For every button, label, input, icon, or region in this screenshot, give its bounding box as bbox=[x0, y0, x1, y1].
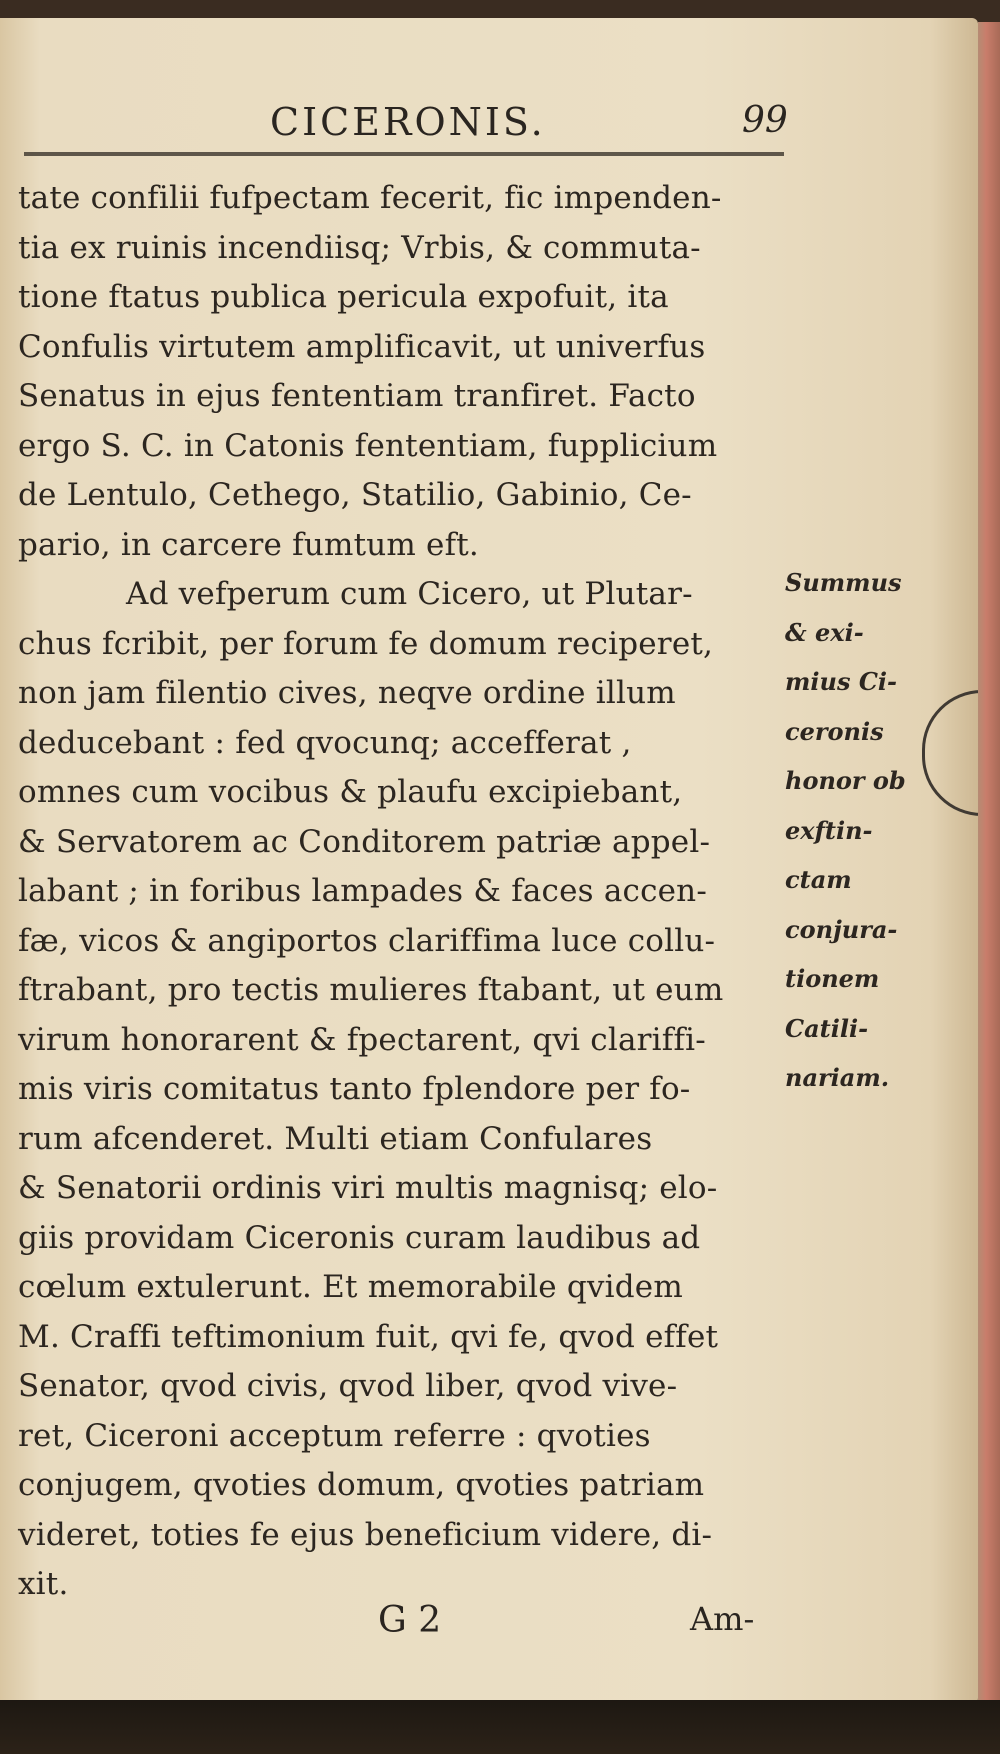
marginal-note bbox=[785, 558, 935, 1103]
text-line: labant ; in foribus lampades & faces accen- bbox=[18, 873, 708, 909]
text-line: mis viris comitatus tanto fplendore per fo- bbox=[18, 1071, 691, 1107]
text-line: tione ftatus publica pericula expofuit, ita bbox=[18, 279, 669, 315]
text-line: omnes cum vocibus & plaufu excipiebant, bbox=[18, 774, 683, 810]
text-line: Senator, qvod civis, qvod liber, qvod vive- bbox=[18, 1368, 678, 1404]
signature-mark: G 2 bbox=[378, 1600, 442, 1641]
marginal-note-line: ceronis bbox=[785, 716, 884, 746]
running-head: CICERONIS. bbox=[270, 100, 546, 144]
header-rule bbox=[24, 152, 784, 156]
marginal-note-line: mius Ci- bbox=[785, 667, 898, 696]
text-line: chus fcribit, per forum fe domum reciperet, bbox=[18, 625, 714, 662]
marginal-note-line: Catili- bbox=[785, 1013, 869, 1043]
page-edge bbox=[978, 22, 1000, 1702]
text-line: Ad vefperum cum Cicero, ut Plutar- bbox=[126, 576, 693, 612]
text-line: rum afcenderet. Multi etiam Confulares bbox=[18, 1120, 653, 1157]
text-line: fæ, vicos & angiportos clariffima luce collu- bbox=[18, 922, 716, 959]
text-line: tate confilii fufpectam fecerit, fic impenden- bbox=[18, 180, 722, 216]
body-text bbox=[18, 174, 793, 1610]
text-line: & Senatorii ordinis viri multis magnisq; elo- bbox=[18, 1170, 718, 1206]
page-number: 99 bbox=[742, 100, 788, 141]
marginal-note-line: conjura- bbox=[785, 914, 898, 944]
text-line: Senatus in ejus fententiam tranfiret. Facto bbox=[18, 378, 696, 414]
text-line: tia ex ruinis incendiisq; Vrbis, & commuta- bbox=[18, 229, 701, 266]
marginal-note-line: ctam bbox=[785, 865, 852, 894]
text-line: videret, toties fe ejus beneficium videre, di- bbox=[18, 1516, 713, 1553]
text-line: giis providam Ciceronis curam laudibus ad bbox=[18, 1219, 701, 1256]
marginal-note-line: honor ob bbox=[785, 766, 906, 795]
text-line: & Servatorem ac Conditorem patriæ appel- bbox=[18, 823, 711, 860]
text-line: non jam filentio cives, neqve ordine illum bbox=[18, 675, 676, 711]
text-line: cœlum extulerunt. Et memorabile qvidem bbox=[18, 1269, 683, 1305]
text-line: pario, in carcere fumtum eft. bbox=[18, 526, 479, 563]
text-line: ftrabant, pro tectis mulieres ftabant, ut eum bbox=[18, 972, 724, 1008]
marginal-note-line: & exi- bbox=[785, 617, 864, 647]
text-line: M. Craffi teftimonium fuit, qvi fe, qvod effet bbox=[18, 1318, 719, 1355]
marginal-note-line: exftin- bbox=[785, 815, 873, 845]
text-line: conjugem, qvoties domum, qvoties patriam bbox=[18, 1467, 705, 1503]
text-line: ret, Ciceroni acceptum referre : qvoties bbox=[18, 1417, 651, 1454]
page-bottom-shadow bbox=[0, 1700, 1000, 1754]
catchword: Am- bbox=[690, 1600, 755, 1638]
page-header bbox=[0, 100, 978, 150]
text-line: ergo S. C. in Catonis fententiam, fupplicium bbox=[18, 427, 718, 464]
text-line: de Lentulo, Cethego, Statilio, Gabinio, Ce- bbox=[18, 477, 692, 513]
text-line: virum honorarent & fpectarent, qvi clariffi- bbox=[18, 1021, 706, 1058]
text-line: xit. bbox=[18, 1566, 69, 1602]
marginal-note-line: Summus bbox=[785, 568, 902, 597]
marginal-note-line: tionem bbox=[785, 964, 880, 993]
text-line: Confulis virtutem amplificavit, ut univerfus bbox=[18, 328, 706, 365]
book-page bbox=[0, 18, 978, 1708]
marginal-note-line: nariam. bbox=[785, 1063, 890, 1092]
text-line: deducebant : fed qvocunq; accefferat , bbox=[18, 724, 632, 761]
